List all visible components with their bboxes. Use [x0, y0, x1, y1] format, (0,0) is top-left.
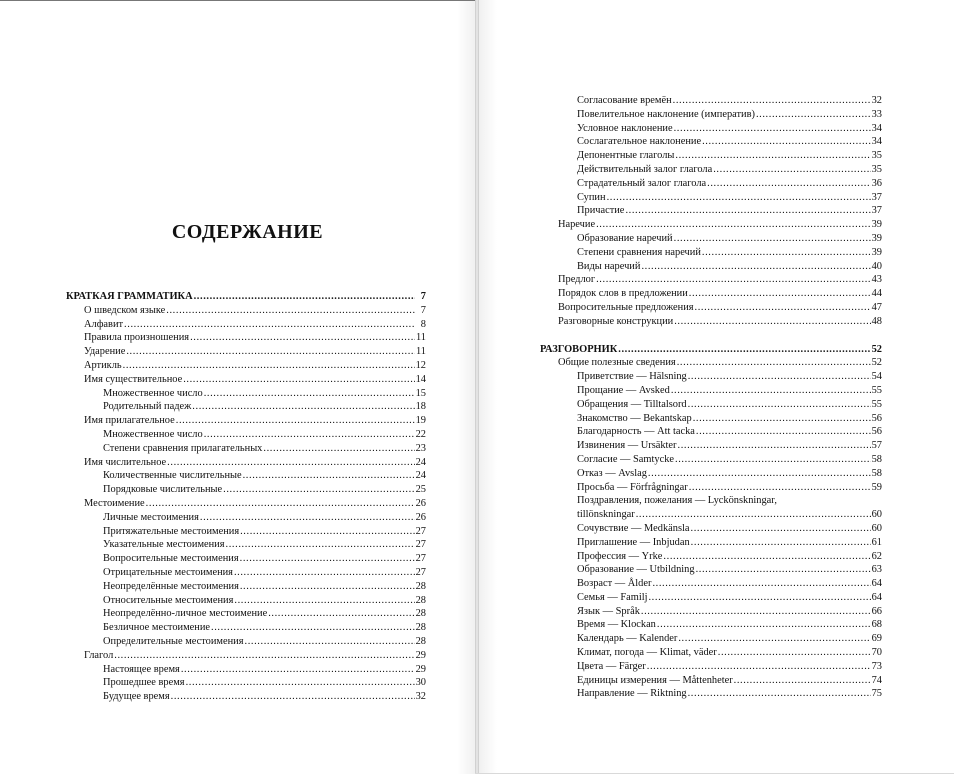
toc-entry[interactable]: Правила произношения ..... 11	[66, 331, 426, 345]
toc-entry[interactable]: Имя числительное ..... 24	[66, 456, 426, 470]
toc-entry[interactable]: Извинения — Ursäkter ..... 57	[540, 439, 882, 453]
right-page	[479, 0, 954, 773]
toc-entry[interactable]: Страдательный залог глагола ..... 36	[540, 177, 882, 191]
toc-entry[interactable]: Степени сравнения прилагательных ..... 23	[66, 442, 426, 456]
section-gap	[540, 329, 882, 343]
toc-entry[interactable]: Сослагательное наклонение ..... 34	[540, 135, 882, 149]
toc-entry[interactable]: Поздравления, пожелания — Lyckönskningar,	[577, 495, 777, 507]
toc-entry[interactable]: Семья — Familj ..... 64	[540, 591, 882, 605]
toc-entry[interactable]: tillönskningar ..... 60	[540, 508, 882, 522]
toc-entry[interactable]: Ударение ..... 11	[66, 345, 426, 359]
toc-entry[interactable]: Обращения — Tilltalsord ..... 55	[540, 398, 882, 412]
left-page	[0, 0, 475, 774]
toc-entry[interactable]: Степени сравнения наречий ..... 39	[540, 246, 882, 260]
toc-entry[interactable]: Безличное местоимение ..... 28	[66, 621, 426, 635]
toc-list-left	[66, 290, 426, 704]
toc-entry[interactable]: Язык — Språk ..... 66	[540, 605, 882, 619]
toc-entry[interactable]: Неопределённые местоимения ..... 28	[66, 580, 426, 594]
toc-entry[interactable]: Отказ — Avslag ..... 58	[540, 467, 882, 481]
toc-entry[interactable]: Множественное число ..... 22	[66, 428, 426, 442]
toc-entry[interactable]: Указательные местоимения ..... 27	[66, 538, 426, 552]
toc-entry[interactable]: Возраст — Ålder ..... 64	[540, 577, 882, 591]
toc-entry[interactable]: Общие полезные сведения ..... 52	[540, 356, 882, 370]
toc-entry[interactable]: Относительные местоимения ..... 28	[66, 594, 426, 608]
toc-entry[interactable]: Притяжательные местоимения ..... 27	[66, 525, 426, 539]
toc-entry[interactable]: Отрицательные местоимения ..... 27	[66, 566, 426, 580]
toc-entry[interactable]: Климат, погода — Klimat, väder ..... 70	[540, 646, 882, 660]
toc-entry[interactable]: Определительные местоимения ..... 28	[66, 635, 426, 649]
toc-entry[interactable]: РАЗГОВОРНИК ..... 52	[540, 343, 882, 357]
toc-entry[interactable]: Единицы измерения — Måttenheter ..... 74	[540, 674, 882, 688]
toc-list-right	[540, 94, 882, 701]
toc-entry[interactable]: Действительный залог глагола ..... 35	[540, 163, 882, 177]
toc-entry[interactable]: Условное наклонение ..... 34	[540, 122, 882, 136]
toc-entry[interactable]: Множественное число ..... 15	[66, 387, 426, 401]
toc-entry[interactable]: Профессия — Yrke ..... 62	[540, 550, 882, 564]
toc-entry[interactable]: Имя существительное ..... 14	[66, 373, 426, 387]
toc-entry[interactable]: Знакомство — Bekantskap ..... 56	[540, 412, 882, 426]
toc-entry[interactable]: Просьба — Förfrågningar ..... 59	[540, 481, 882, 495]
toc-entry[interactable]: Согласие — Samtycke ..... 58	[540, 453, 882, 467]
toc-entry[interactable]: Алфавит ..... 8	[66, 318, 426, 332]
toc-entry[interactable]: Приглашение — Inbjudan ..... 61	[540, 536, 882, 550]
toc-entry[interactable]: Повелительное наклонение (императив) ..... 33	[540, 108, 882, 122]
toc-entry[interactable]: Будущее время ..... 32	[66, 690, 426, 704]
toc-entry[interactable]: Календарь — Kalender ..... 69	[540, 632, 882, 646]
toc-entry[interactable]: Вопросительные местоимения ..... 27	[66, 552, 426, 566]
toc-entry[interactable]: Образование наречий ..... 39	[540, 232, 882, 246]
toc-entry[interactable]: КРАТКАЯ ГРАММАТИКА ..... 7	[66, 290, 426, 304]
toc-entry[interactable]: Образование — Utbildning ..... 63	[540, 563, 882, 577]
toc-entry[interactable]: Глагол ..... 29	[66, 649, 426, 663]
toc-entry[interactable]: Приветствие — Hälsning ..... 54	[540, 370, 882, 384]
toc-entry[interactable]: Время — Klockan ..... 68	[540, 618, 882, 632]
toc-entry[interactable]: Неопределённо-личное местоимение ..... 28	[66, 607, 426, 621]
toc-entry[interactable]: Прощание — Avsked ..... 55	[540, 384, 882, 398]
toc-entry[interactable]: Порядок слов в предложении ..... 44	[540, 287, 882, 301]
toc-entry[interactable]: Наречие ..... 39	[540, 218, 882, 232]
toc-entry[interactable]: Депонентные глаголы ..... 35	[540, 149, 882, 163]
toc-entry[interactable]: Виды наречий ..... 40	[540, 260, 882, 274]
page-title: СОДЕРЖАНИЕ	[171, 221, 324, 244]
toc-entry[interactable]: Супин ..... 37	[540, 191, 882, 205]
toc-entry[interactable]: Родительный падеж ..... 18	[66, 400, 426, 414]
toc-entry[interactable]: Согласование времён ..... 32	[540, 94, 882, 108]
toc-entry[interactable]: Артикль ..... 12	[66, 359, 426, 373]
toc-entry[interactable]: Сочувствие — Medkänsla ..... 60	[540, 522, 882, 536]
toc-entry[interactable]: Причастие ..... 37	[540, 204, 882, 218]
toc-entry[interactable]: Прошедшее время ..... 30	[66, 676, 426, 690]
toc-entry[interactable]: Имя прилагательное ..... 19	[66, 414, 426, 428]
toc-entry[interactable]: О шведском языке ..... 7	[66, 304, 426, 318]
toc-entry[interactable]: Направление — Riktning ..... 75	[540, 687, 882, 701]
toc-entry[interactable]: Настоящее время ..... 29	[66, 663, 426, 677]
toc-entry[interactable]: Порядковые числительные ..... 25	[66, 483, 426, 497]
toc-entry[interactable]: Разговорные конструкции ..... 48	[540, 315, 882, 329]
toc-entry[interactable]: Цвета — Färger ..... 73	[540, 660, 882, 674]
toc-entry[interactable]: Местоимение ..... 26	[66, 497, 426, 511]
toc-entry[interactable]: Благодарность — Att tacka ..... 56	[540, 425, 882, 439]
toc-entry[interactable]: Личные местоимения ..... 26	[66, 511, 426, 525]
toc-entry[interactable]: Количественные числительные ..... 24	[66, 469, 426, 483]
toc-entry[interactable]: Предлог ..... 43	[540, 273, 882, 287]
toc-entry[interactable]: Вопросительные предложения ..... 47	[540, 301, 882, 315]
